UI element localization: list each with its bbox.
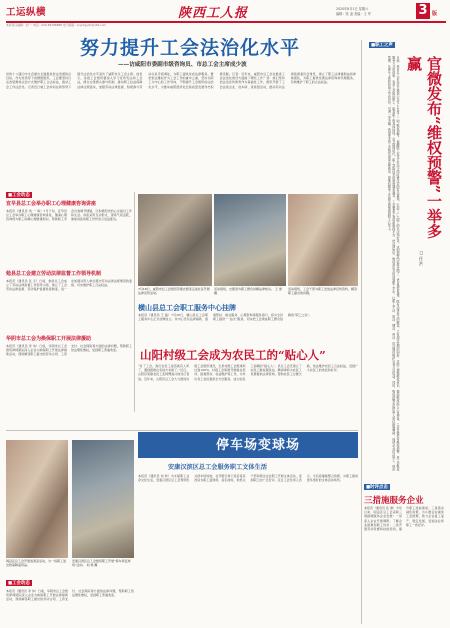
right-bottom-tag: ■时评点击	[366, 485, 388, 490]
center-article-1-body: 本报讯（通讯员 王 磊）7月28日，横山县总工会职工服务中心正式挂牌成立。该中心设有法律援助、困难帮扶、就业服务、心理咨询等服务窗口，将为全县职工提供“一站式”服务，切实把工会建成职工群众信赖的“职工之家”。	[138, 313, 313, 322]
page-suffix: 版	[432, 11, 438, 17]
photo-3-caption: 活动现场，工会干部为职工发放法律宣传资料，解答职工提出的问题。	[288, 287, 358, 295]
lower-left-filler: 本报讯（通讯员 李 伟）日前，华阴市总工会组织律师团队深入企业为换保职工开展法律援助活动，现场解答职工提出的劳动合同、工资支付、社会保险等方面的法律问题，帮助职工依法理性维权，受到职工普遍欢迎。	[6, 589, 134, 602]
short-news-3	[6, 336, 132, 410]
photo-2-caption: 活动现场，志愿者为职工群众讲解法律知识。 王 建 摄	[214, 287, 282, 295]
lower-divider	[361, 480, 362, 624]
short-news-3-headline: 华阴市总工会为换保职工开展法律援助	[6, 336, 92, 342]
masthead	[6, 3, 446, 21]
short-news-1-headline: 宜早县总工会举办职工心理健康咨询讲座	[6, 201, 97, 207]
news-digest-tag: ■工会动态	[8, 193, 30, 198]
event-photo-3	[288, 194, 358, 286]
short-news-3-body: 本报讯（通讯员 李 伟）日前，华阴市总工会组织律师团队深入企业为换保职工开展法律援助活动，现场解答职工提出的劳动合同、工资支付、社会保险等方面的法律问题，帮助职工依法理性维权，受到职工普遍欢迎。	[6, 344, 132, 357]
sidebar-tag: ■职工之声	[371, 43, 393, 48]
lower-photo-1	[6, 440, 68, 558]
lower-photo-2-caption: 安康汉滨区总工会组织职工开展“停车场变球场”活动。 刘 桥 摄	[72, 559, 131, 567]
right-bottom-headline: 三措施服务企业	[364, 496, 424, 506]
banner-title: 停车场变球场	[216, 438, 301, 453]
short-news-2	[6, 271, 132, 335]
lead-article-body: 党的十八届四中全会提出全面推进依法治国的总目标。作为党领导下的群团组织，工会要坚持以法治思维和法治方式维护职工合法权益，推动工会工作法治化。记者近日就工会如何在新形势下提升法治化水平采访了咸阳市总工会主席。他表示，各级工会组织要深入学习宣传宪法和工会法，健全完善源头参与机制，推动职工权益保障法律法规落实，加强劳动法律监督，积极参与劳动关系矛盾调处，为职工提供优质法律服务。要把依法维权作为工会工作的重中之重，坚持以职工为中心的工作导向，不断提升工会组织的法治化水平，为推动咸阳经济社会高质量发展作出积极贡献。记者：近年来，咸阳市总工会在推进工会法治化建设方面做了哪些工作？答：我们坚持把法治宣传教育作为基础性工作，组织开展了工会法进企业、进车间、进班组活动，推动劳动法律监督委员会建设，建立了职工法律援助站和律师团队，为职工提供免费法律咨询和代理服务，有效维护了职工的合法权益。	[6, 72, 356, 89]
right-column-divider	[361, 40, 362, 480]
photo-1-caption: 7月18日，咸阳市总工会组织劳模志愿者走进社区开展法律宣传活动。	[138, 287, 210, 295]
bottom-article-body: 本报讯（通讯员 刘 桥）为丰富职工业余文化生活，安康汉滨区总工会利用机关停车场场地，在节假日和下班后将其改造为职工篮球场、羽毛球场，供机关干部和周边企业职工开展文体活动，受到职工的广泛好评。区总工会负责人表示，今后将继续整合资源，为职工提供更多更好的文体活动场所。	[138, 474, 358, 483]
right-bottom-body: 本报讯（通讯员 张 倩）今年以来，阎良区总工会采取三项措施服务企业发展：一是深入企业开展调研，了解企业困难和职工诉求；二是开展劳动竞赛和技能培训，提升职工技能素质；三是落实减负政策，为小微企业减免工会经费，助力企业复工复产、稳定发展，受到企业和职工一致好评。	[364, 506, 444, 532]
lower-photo-2	[72, 440, 134, 558]
date-line: 2020年8月1日 星期六	[336, 7, 369, 11]
section-name: 工运纵横	[6, 7, 47, 18]
short-news-1	[6, 201, 132, 269]
lead-headline: 努力提升工会法治化水平	[80, 37, 301, 59]
center-divider	[134, 192, 135, 412]
center-article-2-body: “有了工会，我们农民工说话就有人听了，遇到困难也有地方求助了。”近日，山阳县某镇农民工张师傅高兴地对记者说。近年来，山阳县总工会大力推进村级工会组织建设，全县村级工会组建率达到100%，村级工会积极开展就业培训、困难帮扶、权益维护等工作，为外出务工农民提供全方位服务，成为农民工信赖的“贴心人”。县总工会还建立了农民工维权服务站，聘请律师为农民工免费提供法律咨询，帮助农民工讨要欠薪，依法维护农民工合法权益，受到广大农民工的欢迎和好评。	[138, 364, 358, 381]
contact-line: 本版责任编辑：刘 一 电话：029-85398888 电子邮箱：sxgrbgyzh@163.com	[6, 23, 107, 27]
center-article-2-headline: 山阳村级工会成为农民工的“贴心人”	[140, 348, 326, 362]
bottom-banner	[138, 432, 358, 458]
short-news-2-headline: 勉县总工会建立劳动法律监督工作领导机制	[6, 271, 102, 277]
column-body: 日前，某市总工会在官方微信公众号上发布了一则“维权预警”，提醒职工在签订劳动合同时要注意的有关事项，引起了广大职工的关注和好评。这则预警内容简洁明了，语言通俗易懂，既有法律条文的解读，又有现实案例的剖析，对职工增强维权意识、提高维权能力大有裨益。工会官微发布维权预警，是工会维权服务方式的创新，也是工会贴近职工、服务职工的具体体现。在互联网时代，职工获取信息的渠道越来越多，工会要善于利用新媒体平台，把法律知识、维权常识及时送到职工手中，让职工学法、知法、懂法、用法，依法理性维护自身合法权益。同时，维权预警也能给用人单位敲响警钟，促使企业依法用工、规范管理，从源头上预防和减少劳动纠纷，可谓一举多赢。希望更多的工会组织借鉴这种做法，把维权服务工作做实做细做到职工心坎上。	[387, 56, 400, 471]
banner-subtitle: 安康汉滨区总工会服务职工文体生活	[168, 464, 267, 471]
lower-left-tag: ■工会动态	[8, 581, 30, 586]
lower-photo-1-caption: 阎良区总工会开展送清凉活动，为一线职工送去防暑降温用品。	[6, 559, 67, 567]
editor-line: 编辑：张 凌 美编：王 军	[336, 12, 371, 16]
lower-rule	[6, 430, 358, 431]
paper-logo: 陕西工人报	[178, 6, 249, 21]
page-number: 3	[416, 3, 430, 19]
lead-subheadline: ——访咸阳市委副市级咨询员、市总工会主席成少波	[118, 62, 247, 68]
short-news-2-body: 本报讯（通讯员 张 元）日前，勉县总工会成立了劳动法律监督工作领导小组，建立了工会劳动法律监督、劳动保护监督检查制度，进一步加强对用人单位遵守劳动法律法规情况的监督，切实维护职工合法权益。	[6, 279, 132, 292]
column-title: 官微发布“维权预警”一举多赢	[405, 56, 443, 239]
column-author: □ 任 洪	[419, 250, 424, 266]
event-photo-2	[214, 194, 286, 286]
center-article-1-headline: 横山县总工会职工服务中心挂牌	[138, 303, 236, 312]
short-news-1-body: 本报讯（通讯员 刘 一 鸣）7月下旬，宜早县总工会举办职工心理健康咨询讲座，邀请心理咨询师为职工讲解心理健康知识，帮助职工学会自我调节情绪，以积极阳光的心态面对工作和生活。讲座采用互动形式，现场气氛活跃，参加讲座的职工纷纷表示受益匪浅。	[6, 209, 132, 222]
event-photo-1	[138, 194, 212, 286]
